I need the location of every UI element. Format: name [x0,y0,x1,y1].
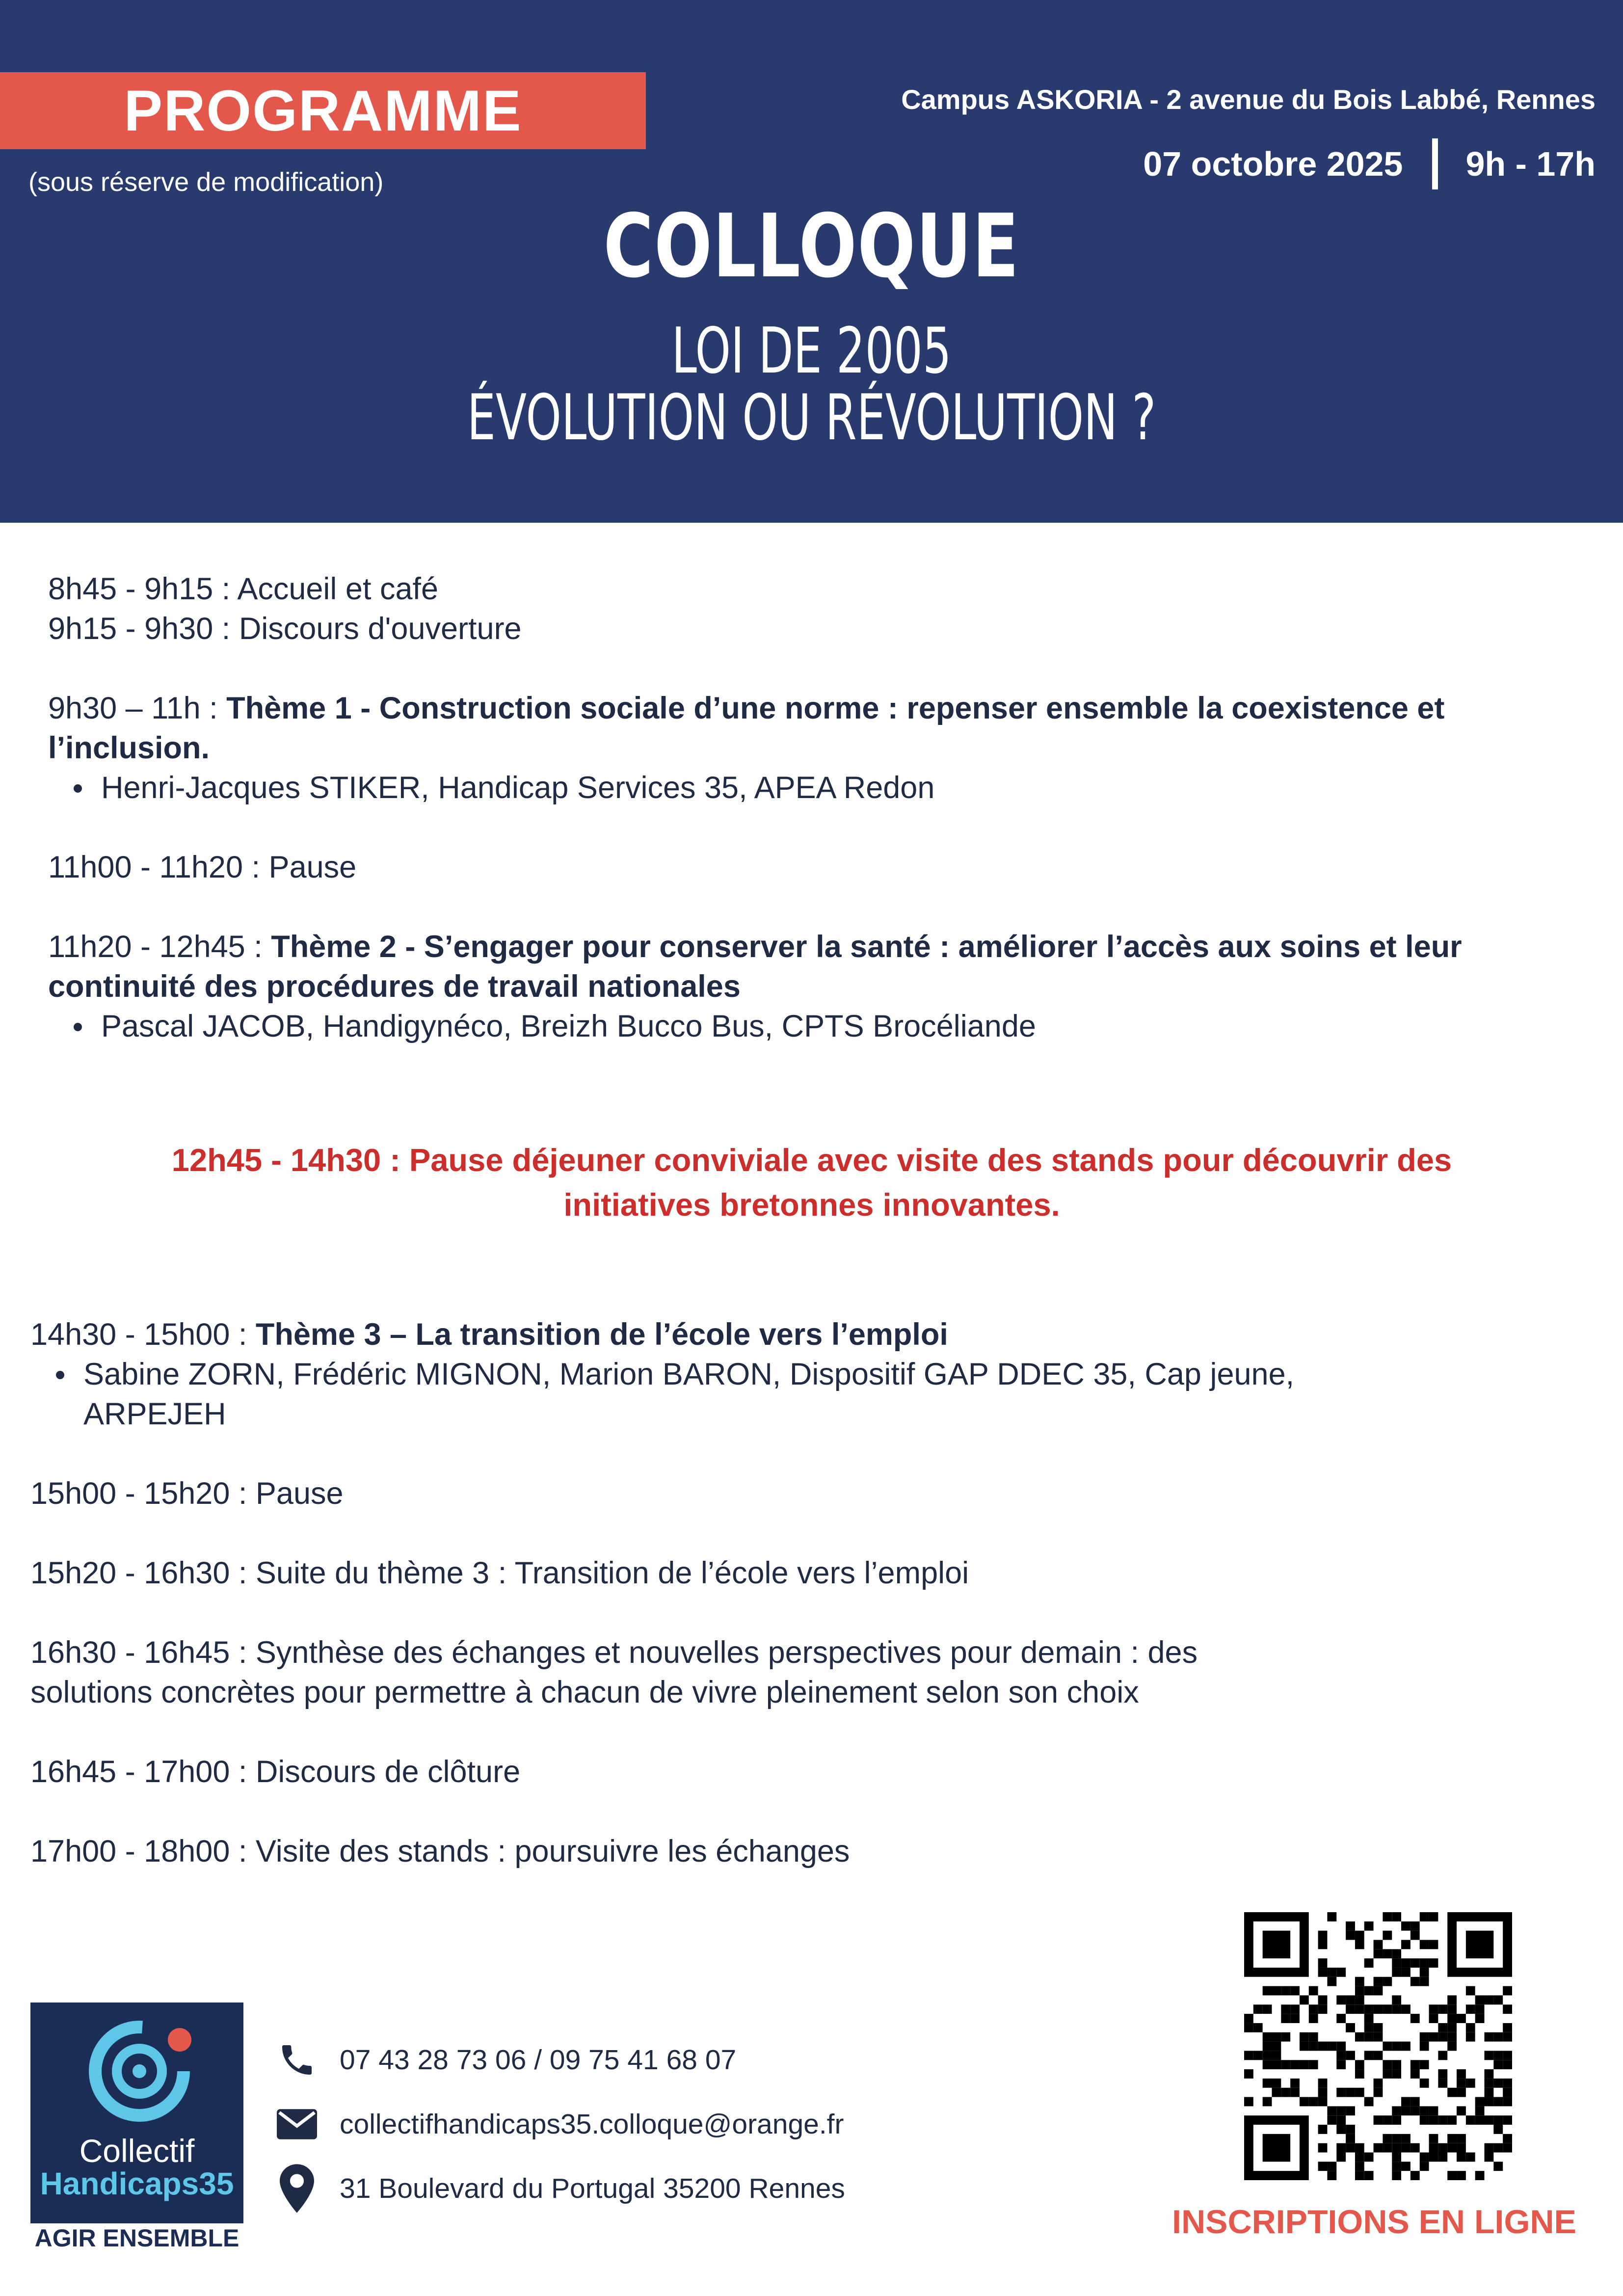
contact-address [275,2166,845,2211]
programme-note: (sous réserve de modification) [28,167,384,197]
speakers-line-1: Sabine ZORN, Frédéric MIGNON, Marion BARON, Dispositif GAP DDEC 35, Cap jeune, [83,1357,1295,1391]
logo-symbol-icon [30,2002,243,2130]
postal-address: 31 Boulevard du Portugal 35200 Rennes [340,2173,845,2204]
location-icon [275,2166,319,2211]
item-time: 9h30 – 11h : [48,691,218,725]
logo-word-2: Handicaps35 [40,2166,234,2201]
item-label: Discours d'ouverture [239,612,522,646]
morning-programme [48,569,1584,1046]
item-time: 15h20 - 16h30 : [30,1556,247,1590]
email-address[interactable]: collectifhandicaps35.colloque@orange.fr [340,2109,844,2140]
item-break2 [30,1474,1591,1514]
item-time: 9h15 - 9h30 : [48,612,231,646]
date-separator [1432,138,1438,189]
item-title: Thème 1 - Construction sociale d’une norme : repenser ensemble la coexistence et l’inclusion. [48,691,1445,765]
lunch-line-2: initiatives bretonnes innovantes. [563,1187,1060,1223]
item-stands [30,1832,1591,1871]
collectif-logo [30,2002,243,2253]
date-line [1143,138,1596,189]
item-time: 11h00 - 11h20 : [48,850,261,884]
venue: Campus ASKORIA - 2 avenue du Bois Labbé, Rennes [901,84,1596,115]
item-theme3 [30,1315,1591,1355]
theme2-speakers: Pascal JACOB, Handigynéco, Breizh Bucco Bus, CPTS Brocéliande [48,1007,1584,1046]
theme3-speakers [30,1355,1591,1434]
subtitle-line-1: LOI DE 2005 [671,315,952,388]
logo-word-1: Collectif [79,2133,195,2169]
lunch-break [88,1138,1535,1227]
event-hours: 9h - 17h [1465,145,1596,183]
registration-label[interactable]: INSCRIPTIONS EN LIGNE [1172,2203,1576,2241]
item-label: Suite du thème 3 : Transition de l’école vers l’emploi [255,1556,969,1590]
synthesis-line-1: 16h30 - 16h45 : Synthèse des échanges et nouvelles perspectives pour demain : des [30,1635,1198,1670]
programme-label: PROGRAMME [0,72,646,149]
item-label: Pause [255,1476,344,1511]
synthesis-line-2: solutions concrètes pour permettre à chacun de vivre pleinement selon son choix [30,1675,1139,1709]
item-label: Discours de clôture [255,1755,521,1789]
phone-icon [275,2038,319,2082]
item-time: 17h00 - 18h00 : [30,1834,247,1869]
item-theme2 [48,927,1584,1007]
event-date: 07 octobre 2025 [1143,145,1403,183]
afternoon-programme [30,1315,1591,1871]
logo-motto: AGIR ENSEMBLE [30,2223,243,2253]
item-theme1 [48,689,1584,768]
item-title: Thème 3 – La transition de l’école vers l’emploi [255,1317,948,1352]
item-closing [30,1752,1591,1792]
item-label: Pause [268,850,357,884]
qr-code[interactable] [1244,1912,1512,2180]
mail-icon [275,2102,319,2146]
theme1-speakers: Henri-Jacques STIKER, Handicap Services 35, APEA Redon [48,768,1584,808]
item-time: 16h45 - 17h00 : [30,1755,247,1789]
lunch-line-1: 12h45 - 14h30 : Pause déjeuner conviviale avec visite des stands pour découvrir des [171,1142,1452,1178]
page-subtitle [227,315,1396,454]
item-label: Visite des stands : poursuivre les échanges [255,1834,850,1869]
phone-number[interactable]: 07 43 28 73 06 / 09 75 41 68 07 [340,2044,737,2076]
item-welcome [48,569,1584,609]
subtitle-line-2: ÉVOLUTION OU RÉVOLUTION ? [467,381,1156,454]
item-theme3-cont [30,1553,1591,1593]
header-banner [0,0,1623,523]
item-time: 15h00 - 15h20 : [30,1476,247,1511]
contact-phone [275,2038,736,2082]
item-break1 [48,848,1584,887]
speakers-line-2: ARPEJEH [83,1397,226,1431]
page-title: COLLOQUE [603,195,1020,297]
item-label: Accueil et café [237,572,439,606]
item-time: 11h20 - 12h45 : [48,930,263,964]
item-title: Thème 2 - S’engager pour conserver la santé : améliorer l’accès aux soins et leur continuité des procédures de travail nationales [48,930,1462,1004]
item-time: 14h30 - 15h00 : [30,1317,247,1352]
contact-email [275,2102,844,2146]
item-synthesis [30,1633,1591,1712]
item-time: 8h45 - 9h15 : [48,572,231,606]
item-opening [48,609,1584,649]
